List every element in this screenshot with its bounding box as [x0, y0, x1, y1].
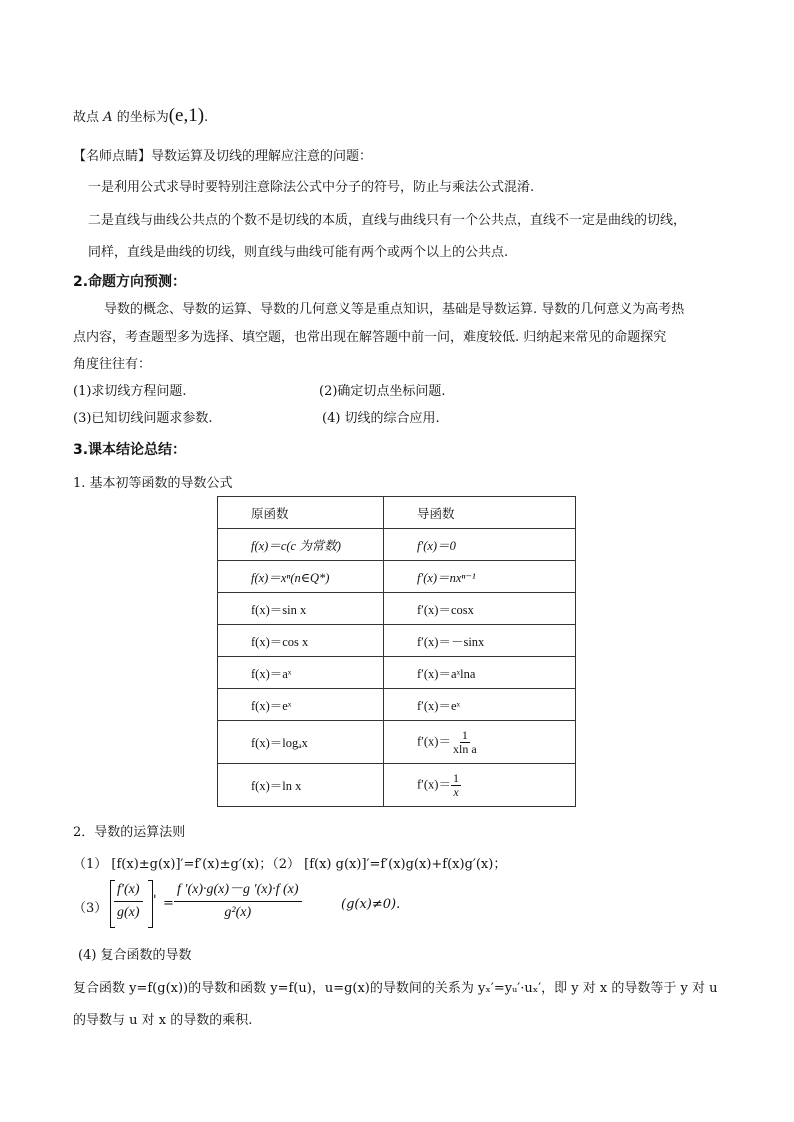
cell-prefix: f′(x)＝ [417, 733, 451, 748]
table-cell: f(x)＝xⁿ(n∈Q*) [218, 561, 384, 593]
coordinate-value: (e,1) [168, 105, 205, 126]
fraction-denominator: x [453, 784, 459, 799]
derivative-table [217, 496, 576, 807]
table-cell: f(x)＝ln x [218, 764, 384, 807]
fraction-numerator: f ′(x)·g(x)－g ′(x)·f (x) [174, 881, 302, 902]
fraction-denominator: g(x) [117, 905, 140, 920]
tip-title: 【名师点睛】导数运算及切线的理解应注意的问题： [73, 149, 373, 164]
rule-3-label: （3） [73, 901, 108, 916]
composite-line-2: 的导数与 u 对 x 的导数的乘积. [73, 1013, 253, 1028]
fraction [451, 772, 461, 799]
cell-prefix: f′(x)＝ [417, 776, 451, 791]
rule-1-2: （1） [f(x)±g(x)]′=f′(x)±g′(x)；（2） [f(x) g(x)]′=f′(x)g(x)+f(x)g′(x)； [73, 857, 507, 872]
table-cell: f(x)＝eˣ [218, 689, 384, 721]
table-cell [384, 721, 576, 764]
table-cell: f′(x)＝cosx [384, 593, 576, 625]
rule-3-prime: ' [153, 893, 157, 908]
rule-3-condition: (g(x)≠0). [341, 897, 401, 912]
section-3-heading: 3.课本结论总结： [73, 442, 187, 458]
tip-line-1: 一是利用公式求导时要特别注意除法公式中分子的符号，防止与乘法公式混淆. [88, 180, 535, 195]
table-header-derivative: 导函数 [384, 497, 576, 529]
s2-item-2: (2)确定切点坐标问题. [319, 384, 446, 399]
s2-para-line-3: 角度往往有： [73, 357, 152, 372]
s2-item-4: (4) 切线的综合应用. [322, 411, 440, 426]
table-cell: f′(x)＝eˣ [384, 689, 576, 721]
s2-item-1: (1)求切线方程问题. [73, 384, 187, 399]
table-cell: f′(x)＝aˣlna [384, 657, 576, 689]
s3-sub-2: 2．导数的运算法则 [73, 825, 186, 840]
table-cell: f′(x)＝nxⁿ⁻¹ [384, 561, 576, 593]
text-mid: 的坐标为 [116, 110, 169, 125]
table-cell: f(x)＝c(c 为常数) [218, 529, 384, 561]
fraction-denominator: g²(x) [224, 905, 252, 920]
fraction [114, 881, 143, 922]
s2-para-line-2: 点内容，考查题型多为选择、填空题，也常出现在解答题中前一问，难度较低. 归纳起来常见的命题探究 [73, 330, 667, 345]
rule-4-heading: (4) 复合函数的导数 [78, 948, 192, 963]
s2-para-line-1: 导数的概念、导数的运算、导数的几何意义等是重点知识，基础是导数运算. 导数的几何意义为高考热 [104, 302, 685, 317]
tip-line-2: 二是直线与曲线公共点的个数不是切线的本质，直线与曲线只有一个公共点，直线不一定是曲线的切线， [88, 213, 687, 228]
rule-3-rhs-fraction [174, 881, 302, 922]
table-cell: f′(x)＝－sinx [384, 625, 576, 657]
fraction [451, 729, 479, 756]
fraction-numerator: f′(x) [114, 881, 143, 902]
table-cell [384, 764, 576, 807]
s3-sub-1: 1. 基本初等函数的导数公式 [73, 476, 233, 491]
fraction-denominator: xln a [452, 741, 477, 756]
table-cell: f(x)＝sin x [218, 593, 384, 625]
s2-item-3: (3)已知切线问题求参数. [73, 411, 213, 426]
table-cell: f′(x)＝0 [384, 529, 576, 561]
rule-3-equals: = [163, 896, 174, 911]
rule-3-lhs-fraction [114, 881, 143, 922]
table-cell: f(x)＝aˣ [218, 657, 384, 689]
composite-line-1: 复合函数 y=f(g(x))的导数和函数 y=f(u)，u=g(x)的导数间的关系为 yₓ′=yᵤ′·uₓ′，即 y 对 x 的导数等于 y 对 u [73, 981, 718, 996]
fraction [174, 881, 302, 922]
table-cell: f(x)＝cos x [218, 625, 384, 657]
section-2-heading: 2.命题方向预测： [73, 274, 187, 290]
point-var: A [103, 110, 113, 125]
tip-line-3: 同样，直线是曲线的切线，则直线与曲线可能有两个或两个以上的公共点. [88, 245, 509, 260]
coordinate-statement [73, 105, 208, 127]
table-cell: f(x)＝logₐx [218, 721, 384, 764]
fraction-numerator: 1 [461, 727, 468, 742]
text-pre: 故点 [73, 110, 100, 125]
text-end: . [204, 110, 209, 125]
table-header-original: 原函数 [218, 497, 384, 529]
fraction-numerator: 1 [452, 770, 459, 785]
